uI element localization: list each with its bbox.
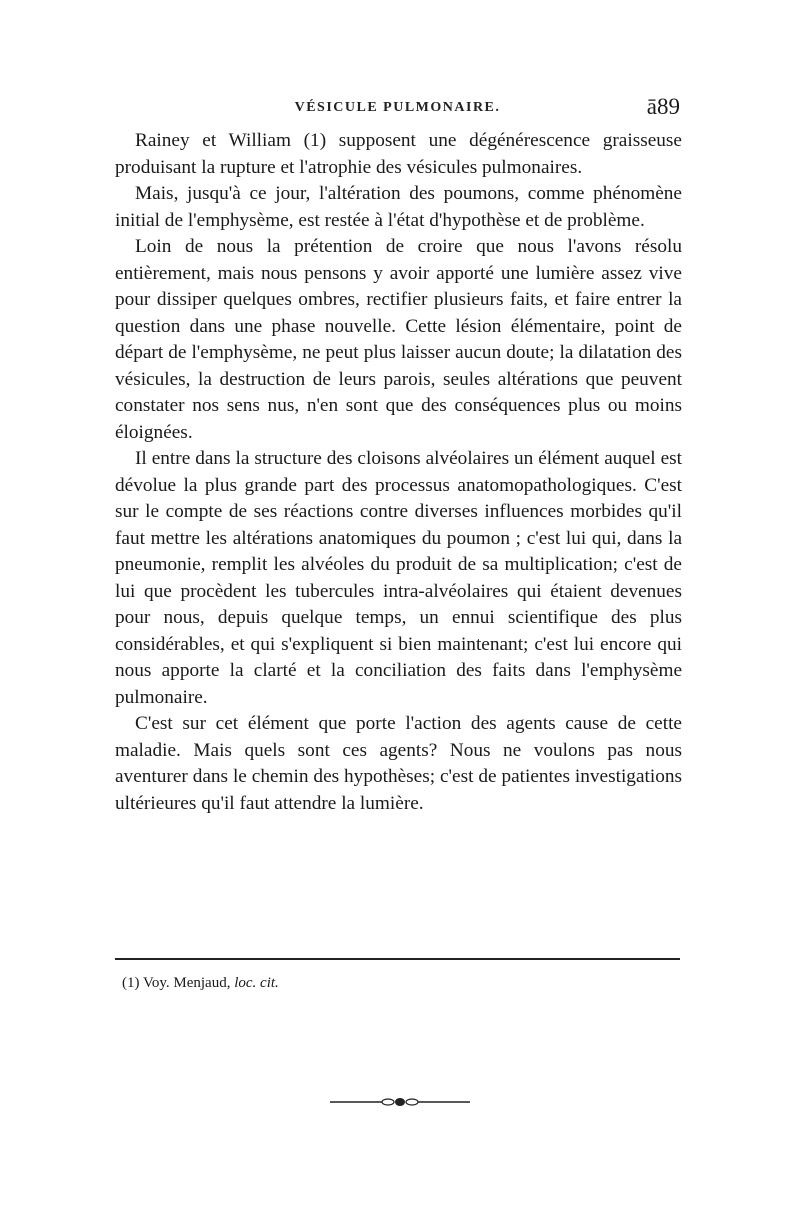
footnote: [122, 972, 682, 994]
paragraph: Rainey et William (1) supposent une dégénérescence graisseuse produisant la rupture et l'atrophie des vésicules pulmonaires.: [115, 130, 682, 178]
paragraph: Mais, jusqu'à ce jour, l'altération des poumons, comme phénomène initial de l'emphysème, est restée à l'état d'hypothèse et de problème.: [115, 183, 682, 231]
running-title: VÉSICULE PULMONAIRE.: [294, 100, 501, 115]
end-ornament-icon: [330, 1096, 470, 1108]
paragraph: Il entre dans la structure des cloisons alvéolaires un élément auquel est dévolue la plus grande part des processus anatomopathologiques. C'est sur le compte de ses réactions contre diverses influences morbides qu'il faut mettre les altérations anatomiques du poumon ; c'est lui qui, dans la pneumonie, remplit les alvéoles du produit de sa multiplication; c'est de lui que procèdent les tubercules intra-alvéolaires qui étaient devenues pour nous, depuis quelque temps, un ennui scientifique des plus considérables, et qui s'expliquent si bien maintenant; c'est lui encore qui nous apporte la clarté et la conciliation des faits dans l'emphysème pulmonaire.: [115, 448, 682, 708]
footnote-separator: [115, 958, 680, 960]
paragraph: Loin de nous la prétention de croire que nous l'avons résolu entièrement, mais nous pensons y avoir apporté une lumière assez vive pour dissiper quelques ombres, rectifier plusieurs faits, et faire entrer la question dans une phase nouvelle. Cette lésion élémentaire, point de départ de l'emphysème, ne peut plus laisser aucun doute; la dilatation des vésicules, la destruction de leurs parois, seules altérations que peuvent constater nos sens nus, n'en sont que des conséquences plus ou moins éloignées.: [115, 236, 682, 443]
page-header: [115, 94, 680, 124]
body-text: [115, 128, 682, 817]
footnote-reference: loc. cit.: [234, 975, 279, 991]
page-number: ā89: [646, 94, 680, 119]
paragraph: C'est sur cet élément que porte l'action des agents cause de cette maladie. Mais quels sont ces agents? Nous ne voulons pas nous aventurer dans le chemin des hypothèses; c'est de patientes investigations ultérieures qu'il faut attendre la lumière.: [115, 713, 682, 814]
footnote-text: (1) Voy. Menjaud,: [122, 975, 231, 991]
